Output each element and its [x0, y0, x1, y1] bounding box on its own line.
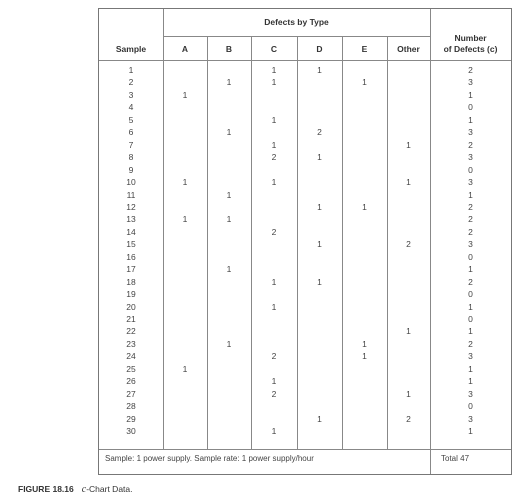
table-cell	[387, 251, 430, 263]
table-cell: 1	[226, 338, 232, 349]
table-cell: 1	[468, 264, 473, 275]
table-cell: 9	[128, 164, 134, 175]
table-cell	[342, 400, 387, 412]
table-cell	[387, 301, 430, 313]
table-cell: 1	[271, 177, 277, 188]
table-cell	[342, 325, 387, 337]
table-cell	[163, 189, 207, 201]
table-cell: 1	[271, 376, 277, 387]
table-cell	[207, 388, 251, 400]
table-cell	[342, 89, 387, 101]
table-cell	[342, 164, 387, 176]
table-cell	[297, 176, 342, 188]
table-cell: 19	[126, 289, 136, 300]
table-cell	[207, 201, 251, 213]
table-cell: 13	[126, 214, 136, 225]
table-cell: 6	[128, 127, 134, 138]
table-cell	[207, 288, 251, 300]
table-cell	[387, 101, 430, 113]
table-cell: 4	[128, 102, 134, 113]
table-cell: 1	[226, 189, 232, 200]
table-cell	[163, 338, 207, 350]
table-cell	[207, 151, 251, 163]
table-cell	[163, 114, 207, 126]
table-cell	[251, 164, 297, 176]
table-cell: 1	[317, 65, 322, 75]
table-cell: 1	[362, 351, 367, 362]
table-cell: 0	[468, 164, 473, 175]
table-cell	[387, 213, 430, 225]
group-header: Defects by Type	[264, 17, 329, 27]
table-cell	[251, 201, 297, 213]
table-cell	[297, 363, 342, 375]
table-cell: 28	[126, 401, 136, 412]
table-cell	[342, 114, 387, 126]
table-cell	[163, 413, 207, 425]
table-cell: 3	[468, 77, 473, 88]
table-cell: 0	[468, 289, 473, 300]
table-cell	[297, 338, 342, 350]
table-cell: 1	[362, 201, 367, 212]
table-cell: 1	[182, 89, 188, 100]
table-cell: 1	[226, 127, 232, 138]
table-cell	[163, 350, 207, 362]
table-cell: 1	[468, 376, 473, 387]
table-cell	[207, 363, 251, 375]
table-cell	[342, 313, 387, 325]
table-cell	[387, 189, 430, 201]
table-cell: 1	[468, 426, 473, 437]
table-cell	[387, 226, 430, 238]
table-cell	[387, 400, 430, 412]
table-cell	[251, 288, 297, 300]
table-cell: 1	[182, 214, 188, 225]
table-cell	[387, 338, 430, 350]
table-cell	[342, 251, 387, 263]
table-cell: 21	[126, 314, 136, 324]
table-cell	[163, 101, 207, 113]
type-a-header: A	[181, 44, 189, 54]
table-cell: 1	[182, 177, 188, 188]
table-cell	[387, 126, 430, 138]
table-cell: 22	[126, 326, 136, 337]
table-cell: 3	[468, 152, 473, 163]
total-defects: Total 47	[441, 454, 470, 463]
table-cell	[297, 189, 342, 201]
table-cell	[163, 126, 207, 138]
table-cell	[387, 276, 430, 288]
table-cell: 1	[468, 114, 473, 125]
table-cell	[297, 263, 342, 275]
figure-caption	[18, 484, 133, 495]
table-cell	[342, 238, 387, 250]
table-cell: 1	[406, 177, 411, 188]
table-cell	[163, 238, 207, 250]
table-cell	[387, 201, 430, 213]
table-cell: 0	[468, 102, 473, 113]
table-cell: 15	[126, 239, 136, 250]
table-cell	[207, 400, 251, 412]
table-cell	[207, 89, 251, 101]
table-cell	[207, 164, 251, 176]
table-cell	[251, 313, 297, 325]
table-cell	[342, 189, 387, 201]
table-cell	[297, 76, 342, 88]
count-header-line1: Number	[454, 33, 487, 43]
table-cell	[207, 413, 251, 425]
table-cell	[297, 139, 342, 151]
table-cell	[251, 325, 297, 337]
table-cell: 29	[126, 413, 136, 424]
table-cell: 1	[406, 388, 411, 399]
table-cell: 2	[128, 77, 134, 88]
table-cell	[342, 276, 387, 288]
table-cell: 2	[468, 214, 473, 225]
table-cell: 1	[271, 139, 277, 150]
table-cell	[251, 413, 297, 425]
table-cell	[163, 64, 207, 76]
table-cell	[297, 388, 342, 400]
table-cell	[342, 301, 387, 313]
table-cell	[342, 126, 387, 138]
table-cell	[163, 151, 207, 163]
table-cell	[342, 213, 387, 225]
table-cell: 24	[126, 351, 136, 362]
table-cell	[297, 301, 342, 313]
table-cell	[163, 226, 207, 238]
table-cell	[251, 189, 297, 201]
table-cell	[163, 263, 207, 275]
table-cell: 1	[362, 77, 367, 88]
table-cell: 2	[271, 351, 277, 362]
table-cell	[387, 164, 430, 176]
table-cell	[297, 164, 342, 176]
table-cell	[207, 139, 251, 151]
table-cell	[207, 325, 251, 337]
table-cell	[251, 251, 297, 263]
table-cell	[297, 425, 342, 437]
table-cell: 23	[126, 338, 136, 349]
table-cell: 7	[128, 139, 134, 150]
table-cell: 1	[317, 239, 322, 250]
caption-italic-c: c	[81, 484, 87, 495]
table-cell	[163, 276, 207, 288]
table-cell	[297, 226, 342, 238]
table-cell: 1	[317, 276, 322, 287]
table-cell: 2	[271, 152, 277, 163]
table-cell: 1	[226, 264, 232, 275]
type-d-header: D	[316, 44, 323, 54]
type-b-header: B	[225, 44, 233, 54]
table-cell: 18	[126, 276, 136, 287]
table-cell	[387, 151, 430, 163]
type-c-header: C	[270, 44, 278, 54]
table-cell	[342, 263, 387, 275]
table-cell	[342, 101, 387, 113]
sample-header: Sample	[115, 44, 147, 54]
table-cell	[297, 400, 342, 412]
type-e-header: E	[361, 44, 368, 54]
table-cell: 17	[126, 264, 136, 275]
caption-text: -Chart Data.	[86, 484, 133, 494]
table-cell: 2	[271, 388, 277, 399]
table-cell: 1	[271, 276, 277, 287]
table-cell: 2	[406, 239, 411, 250]
table-cell	[387, 363, 430, 375]
table-cell	[387, 425, 430, 437]
table-cell	[387, 350, 430, 362]
table-cell: 1	[271, 301, 277, 312]
table-cell	[163, 139, 207, 151]
sample-footnote: Sample: 1 power supply. Sample rate: 1 power supply/hour	[105, 454, 314, 463]
table-cell: 1	[468, 301, 473, 312]
table-cell	[251, 101, 297, 113]
table-cell	[297, 251, 342, 263]
table-cell: 3	[468, 177, 473, 188]
count-header-line2: of Defects (c)	[443, 44, 498, 54]
table-cell: 2	[468, 65, 473, 75]
table-cell	[387, 76, 430, 88]
table-cell: 16	[126, 251, 136, 262]
table-cell: 3	[468, 388, 473, 399]
table-cell: 1	[468, 89, 473, 100]
table-cell: 8	[128, 152, 134, 163]
table-cell	[163, 288, 207, 300]
table-cell	[207, 313, 251, 325]
table-cell	[342, 151, 387, 163]
table-cell	[297, 350, 342, 362]
table-cell: 0	[468, 314, 473, 324]
table-cell	[163, 400, 207, 412]
table-cell: 11	[126, 189, 136, 200]
table-cell	[163, 313, 207, 325]
table-cell	[297, 213, 342, 225]
type-other-header: Other	[397, 44, 420, 54]
table-cell	[342, 425, 387, 437]
table-cell	[342, 288, 387, 300]
table-cell	[163, 76, 207, 88]
table-cell	[163, 164, 207, 176]
table-cell	[163, 425, 207, 437]
table-cell: 30	[126, 426, 136, 437]
table-cell	[251, 126, 297, 138]
table-cell	[207, 276, 251, 288]
table-cell	[207, 350, 251, 362]
table-cell	[251, 213, 297, 225]
table-cell: 0	[468, 251, 473, 262]
table-cell: 26	[126, 376, 136, 387]
table-cell	[163, 251, 207, 263]
table-cell	[342, 388, 387, 400]
table-cell: 2	[317, 127, 322, 138]
table-cell	[163, 388, 207, 400]
table-cell: 12	[126, 201, 136, 212]
table-cell	[297, 89, 342, 101]
table-cell: 2	[406, 413, 411, 424]
table-cell	[251, 363, 297, 375]
table-cell: 1	[226, 77, 232, 88]
table-cell	[207, 251, 251, 263]
table-cell	[387, 313, 430, 325]
table-cell	[342, 176, 387, 188]
table-cell: 3	[468, 239, 473, 250]
table-cell	[163, 201, 207, 213]
table-cell: 3	[468, 351, 473, 362]
table-cell: 1	[271, 114, 277, 125]
table-cell	[251, 263, 297, 275]
table-cell: 1	[468, 363, 473, 374]
table-cell	[207, 114, 251, 126]
table-cell: 2	[468, 276, 473, 287]
table-cell: 3	[468, 127, 473, 138]
defects-table	[98, 8, 512, 475]
table-cell	[297, 325, 342, 337]
table-cell: 2	[468, 201, 473, 212]
table-cell	[387, 114, 430, 126]
table-cell	[207, 176, 251, 188]
table-cell	[342, 363, 387, 375]
table-cell	[342, 139, 387, 151]
table-cell	[342, 375, 387, 387]
table-cell	[251, 338, 297, 350]
table-cell	[207, 301, 251, 313]
table-cell	[251, 238, 297, 250]
table-cell: 1	[406, 326, 411, 337]
table-cell	[297, 375, 342, 387]
table-cell	[297, 114, 342, 126]
table-cell: 2	[271, 226, 277, 237]
table-cell: 1	[468, 189, 473, 200]
table-cell: 2	[468, 139, 473, 150]
table-cell: 1	[468, 326, 473, 337]
table-cell: 1	[406, 139, 411, 150]
table-cell: 5	[128, 114, 134, 125]
table-cell: 1	[128, 65, 134, 75]
table-cell: 1	[271, 65, 277, 75]
table-cell	[251, 400, 297, 412]
table-cell	[207, 226, 251, 238]
table-cell	[297, 288, 342, 300]
table-cell	[387, 64, 430, 76]
table-cell: 3	[128, 89, 134, 100]
table-cell	[387, 89, 430, 101]
table-cell	[207, 101, 251, 113]
table-cell: 1	[317, 201, 322, 212]
table-cell: 25	[126, 363, 136, 374]
table-cell	[207, 425, 251, 437]
table-cell	[163, 375, 207, 387]
table-cell: 14	[126, 226, 136, 237]
table-cell: 2	[468, 338, 473, 349]
table-cell	[387, 288, 430, 300]
table-cell	[251, 89, 297, 101]
table-cell: 1	[182, 363, 188, 374]
table-cell	[387, 263, 430, 275]
table-cell: 27	[126, 388, 136, 399]
table-cell	[163, 325, 207, 337]
table-cell: 1	[271, 426, 277, 437]
table-cell	[297, 313, 342, 325]
table-cell	[207, 238, 251, 250]
table-cell: 20	[126, 301, 136, 312]
figure-label: FIGURE 18.16	[18, 484, 74, 494]
table-cell	[342, 226, 387, 238]
table-cell: 1	[317, 152, 322, 163]
table-cell: 0	[468, 401, 473, 412]
table-cell	[297, 101, 342, 113]
table-cell	[342, 413, 387, 425]
table-cell	[342, 64, 387, 76]
table-cell	[387, 375, 430, 387]
table-cell: 1	[317, 413, 322, 424]
table-cell: 1	[271, 77, 277, 88]
table-cell: 3	[468, 413, 473, 424]
table-cell	[163, 301, 207, 313]
table-cell	[207, 64, 251, 76]
table-cell	[207, 375, 251, 387]
table-cell: 1	[226, 214, 232, 225]
table-cell: 1	[362, 338, 367, 349]
table-cell: 2	[468, 226, 473, 237]
table-cell: 10	[126, 177, 136, 188]
